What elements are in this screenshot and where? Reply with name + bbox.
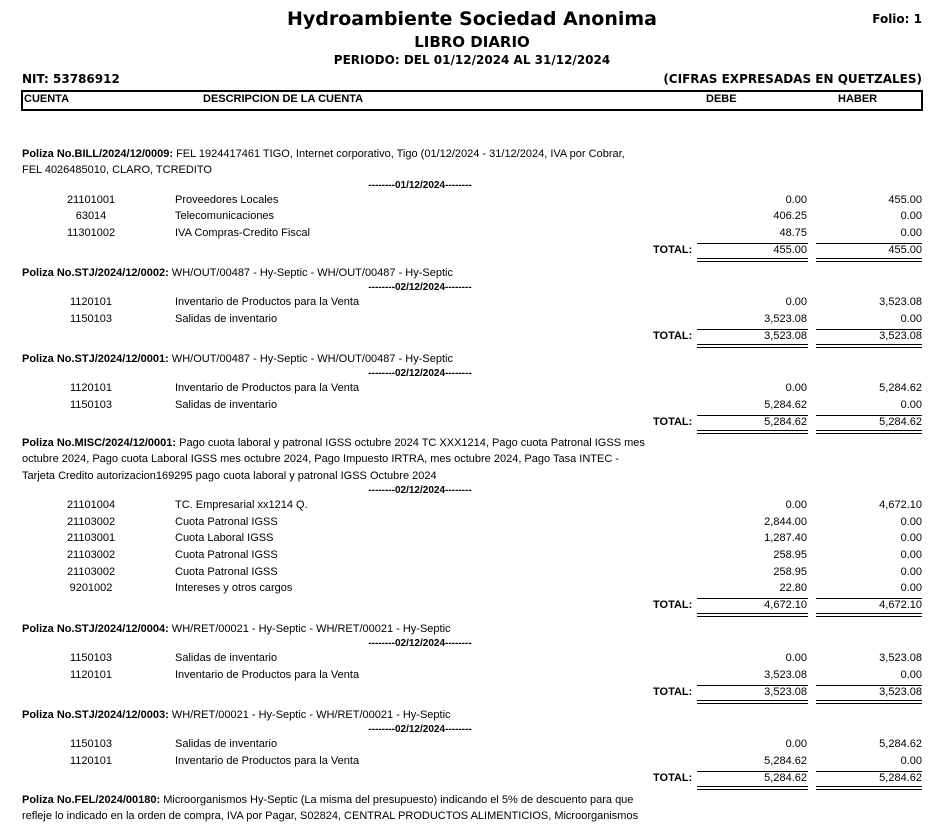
total-label: TOTAL: (653, 771, 693, 784)
total-label: TOTAL: (653, 329, 693, 342)
account-code: 21101001 (66, 193, 116, 206)
poliza-description: Microorganismos Hy-Septic (La misma del presupuesto) indicando el 5% de descuento para que refleje lo indicado en la orden de compra, IVA por Pagar, S02824, CENTRAL PRODUCTOS ALIMENTICIOS, Microorganismos (22, 794, 639, 823)
account-code: 1120101 (69, 382, 112, 395)
currency-note: (CIFRAS EXPRESADAS EN QUETZALES) (663, 72, 922, 86)
entry-date: --------02/12/2024-------- (368, 485, 472, 497)
credit-amount: 0.00 (900, 582, 922, 595)
account-name: Salidas de inventario (175, 399, 278, 411)
debit-amount: 0.00 (785, 296, 807, 309)
total-debit: 3,523.08 (764, 685, 807, 698)
account-code: 1150103 (69, 738, 112, 751)
credit-amount: 0.00 (900, 669, 922, 681)
account-name: Salidas de inventario (175, 738, 278, 751)
total-rule-credit (816, 258, 922, 262)
total-rule-credit (816, 786, 922, 790)
entry-title (22, 792, 647, 825)
entry-title (22, 621, 647, 637)
account-code: 1150103 (69, 652, 112, 665)
debit-amount: 258.95 (773, 565, 807, 578)
credit-amount: 0.00 (900, 399, 922, 411)
account-name: Intereses y otros cargos (175, 582, 293, 595)
account-name: Salidas de inventario (175, 652, 278, 665)
total-label: TOTAL: (653, 598, 693, 611)
account-name: Proveedores Locales (175, 193, 279, 206)
poliza-description: WH/OUT/00487 - Hy-Septic - WH/OUT/00487 - Hy-Septic (168, 267, 453, 279)
account-name: Telecomunicaciones (175, 210, 275, 223)
account-code: 1120101 (69, 669, 112, 681)
debit-amount: 0.00 (785, 652, 807, 665)
account-name: Cuota Patronal IGSS (175, 549, 278, 561)
column-header-account: CUENTA (24, 93, 70, 105)
debit-amount: 3,523.08 (764, 669, 807, 681)
credit-amount: 5,284.62 (879, 382, 922, 395)
account-code: 1120101 (69, 296, 112, 309)
debit-amount: 2,844.00 (764, 515, 807, 528)
entry-date: --------02/12/2024-------- (368, 282, 472, 294)
total-credit: 4,672.10 (879, 598, 922, 611)
poliza-number: Poliza No.FEL/2024/00180: (22, 794, 161, 806)
account-name: Inventario de Productos para la Venta (175, 755, 360, 767)
account-code: 21101004 (66, 499, 116, 512)
total-credit: 455.00 (888, 243, 922, 256)
credit-amount: 0.00 (900, 227, 922, 239)
account-code: 63014 (75, 210, 107, 223)
poliza-number: Poliza No.BILL/2024/12/0009: (22, 148, 174, 160)
entry-title (22, 265, 647, 281)
account-name: Salidas de inventario (175, 313, 278, 325)
total-rule-credit (816, 613, 922, 617)
total-rule-debit (697, 786, 808, 790)
account-name: Inventario de Productos para la Venta (175, 296, 360, 309)
total-credit: 5,284.62 (879, 771, 922, 784)
credit-amount: 5,284.62 (879, 738, 922, 751)
report-period: PERIODO: DEL 01/12/2024 AL 31/12/2024 (333, 53, 611, 67)
total-label: TOTAL: (653, 415, 693, 428)
credit-amount: 0.00 (900, 549, 922, 561)
entry-title (22, 351, 647, 367)
total-debit: 5,284.62 (764, 415, 807, 428)
credit-amount: 455.00 (888, 193, 922, 206)
account-name: TC. Empresarial xx1214 Q. (175, 499, 308, 512)
column-header-credit: HABER (838, 93, 878, 105)
credit-amount: 0.00 (900, 210, 922, 223)
poliza-number: Poliza No.STJ/2024/12/0003: (22, 709, 169, 721)
debit-amount: 5,284.62 (764, 755, 807, 767)
entry-date: --------02/12/2024-------- (368, 724, 472, 736)
account-name: Cuota Laboral IGSS (175, 532, 274, 545)
debit-amount: 406.25 (773, 210, 807, 223)
column-header-description: DESCRIPCION DE LA CUENTA (203, 93, 364, 105)
total-debit: 455.00 (773, 243, 807, 256)
debit-amount: 0.00 (785, 382, 807, 395)
total-debit: 5,284.62 (764, 771, 807, 784)
entry-date: --------02/12/2024-------- (368, 638, 472, 650)
credit-amount: 0.00 (900, 515, 922, 528)
account-code: 21103002 (66, 515, 116, 528)
total-rule-debit (697, 700, 808, 704)
account-name: Cuota Patronal IGSS (175, 515, 278, 528)
book-title: LIBRO DIARIO (414, 33, 530, 51)
debit-amount: 5,284.62 (764, 399, 807, 411)
account-name: Inventario de Productos para la Venta (175, 669, 360, 681)
account-name: IVA Compras-Credito Fiscal (175, 227, 310, 239)
folio-number: Folio: 1 (872, 12, 922, 26)
credit-amount: 0.00 (900, 755, 922, 767)
tax-id: NIT: 53786912 (22, 72, 120, 86)
credit-amount: 3,523.08 (879, 652, 922, 665)
poliza-description: WH/RET/00021 - Hy-Septic - WH/RET/00021 - Hy-Septic (168, 623, 451, 635)
company-name: Hydroambiente Sociedad Anonima (286, 8, 658, 30)
total-rule-credit (816, 344, 922, 348)
poliza-number: Poliza No.STJ/2024/12/0002: (22, 267, 169, 279)
credit-amount: 3,523.08 (879, 296, 922, 309)
total-credit: 5,284.62 (879, 415, 922, 428)
poliza-description: WH/RET/00021 - Hy-Septic - WH/RET/00021 - Hy-Septic (168, 709, 451, 721)
total-rule-debit (697, 430, 808, 434)
total-rule-debit (697, 258, 808, 262)
credit-amount: 4,672.10 (879, 499, 922, 512)
debit-amount: 0.00 (785, 193, 807, 206)
debit-amount: 1,287.40 (764, 532, 807, 545)
debit-amount: 3,523.08 (764, 313, 807, 325)
total-credit: 3,523.08 (879, 685, 922, 698)
poliza-number: Poliza No.STJ/2024/12/0001: (22, 353, 169, 365)
debit-amount: 48.75 (779, 227, 807, 239)
entry-title (22, 707, 647, 723)
account-code: 11301002 (66, 227, 116, 239)
poliza-description: WH/OUT/00487 - Hy-Septic - WH/OUT/00487 - Hy-Septic (168, 353, 453, 365)
poliza-number: Poliza No.MISC/2024/12/0001: (22, 437, 177, 449)
account-code: 1150103 (69, 313, 112, 325)
total-debit: 4,672.10 (764, 598, 807, 611)
poliza-description: Pago cuota laboral y patronal IGSS octubre 2024 TC XXX1214, Pago cuota Patronal IGSS mes octubre 2024, Pago cuota Laboral IGSS mes octubre 2024, Pago Impuesto IRTRA, mes octubre 2024, Pago Tasa INTEC - Tarjeta Credito autorizacion169295 pago cuota laboral y patronal IGSS Octubre 2024 (22, 437, 645, 482)
total-label: TOTAL: (653, 243, 693, 256)
credit-amount: 0.00 (900, 532, 922, 545)
total-credit: 3,523.08 (879, 329, 922, 342)
entry-date: --------01/12/2024-------- (368, 179, 472, 191)
debit-amount: 22.80 (779, 582, 807, 595)
entry-title (22, 146, 647, 179)
total-debit: 3,523.08 (764, 329, 807, 342)
debit-amount: 0.00 (785, 738, 807, 751)
column-header-debit: DEBE (706, 93, 737, 105)
account-code: 21103002 (66, 549, 116, 561)
credit-amount: 0.00 (900, 313, 922, 325)
total-rule-debit (697, 613, 808, 617)
entry-date: --------02/12/2024-------- (368, 368, 472, 380)
total-rule-credit (816, 700, 922, 704)
total-rule-debit (697, 344, 808, 348)
account-code: 21103002 (66, 565, 116, 578)
account-name: Cuota Patronal IGSS (175, 565, 278, 578)
debit-amount: 0.00 (785, 499, 807, 512)
account-name: Inventario de Productos para la Venta (175, 382, 360, 395)
total-rule-credit (816, 430, 922, 434)
account-code: 9201002 (69, 582, 113, 595)
total-label: TOTAL: (653, 685, 693, 698)
poliza-description: FEL 1924417461 TIGO, Internet corporativo, Tigo (01/12/2024 - 31/12/2024, IVA por Cobrar, FEL 4026485010, CLARO, TCREDITO (22, 148, 625, 177)
account-code: 1150103 (69, 399, 112, 411)
debit-amount: 258.95 (773, 549, 807, 561)
account-code: 21103001 (66, 532, 116, 545)
entry-title (22, 435, 647, 484)
account-code: 1120101 (69, 755, 112, 767)
poliza-number: Poliza No.STJ/2024/12/0004: (22, 623, 169, 635)
credit-amount: 0.00 (900, 565, 922, 578)
